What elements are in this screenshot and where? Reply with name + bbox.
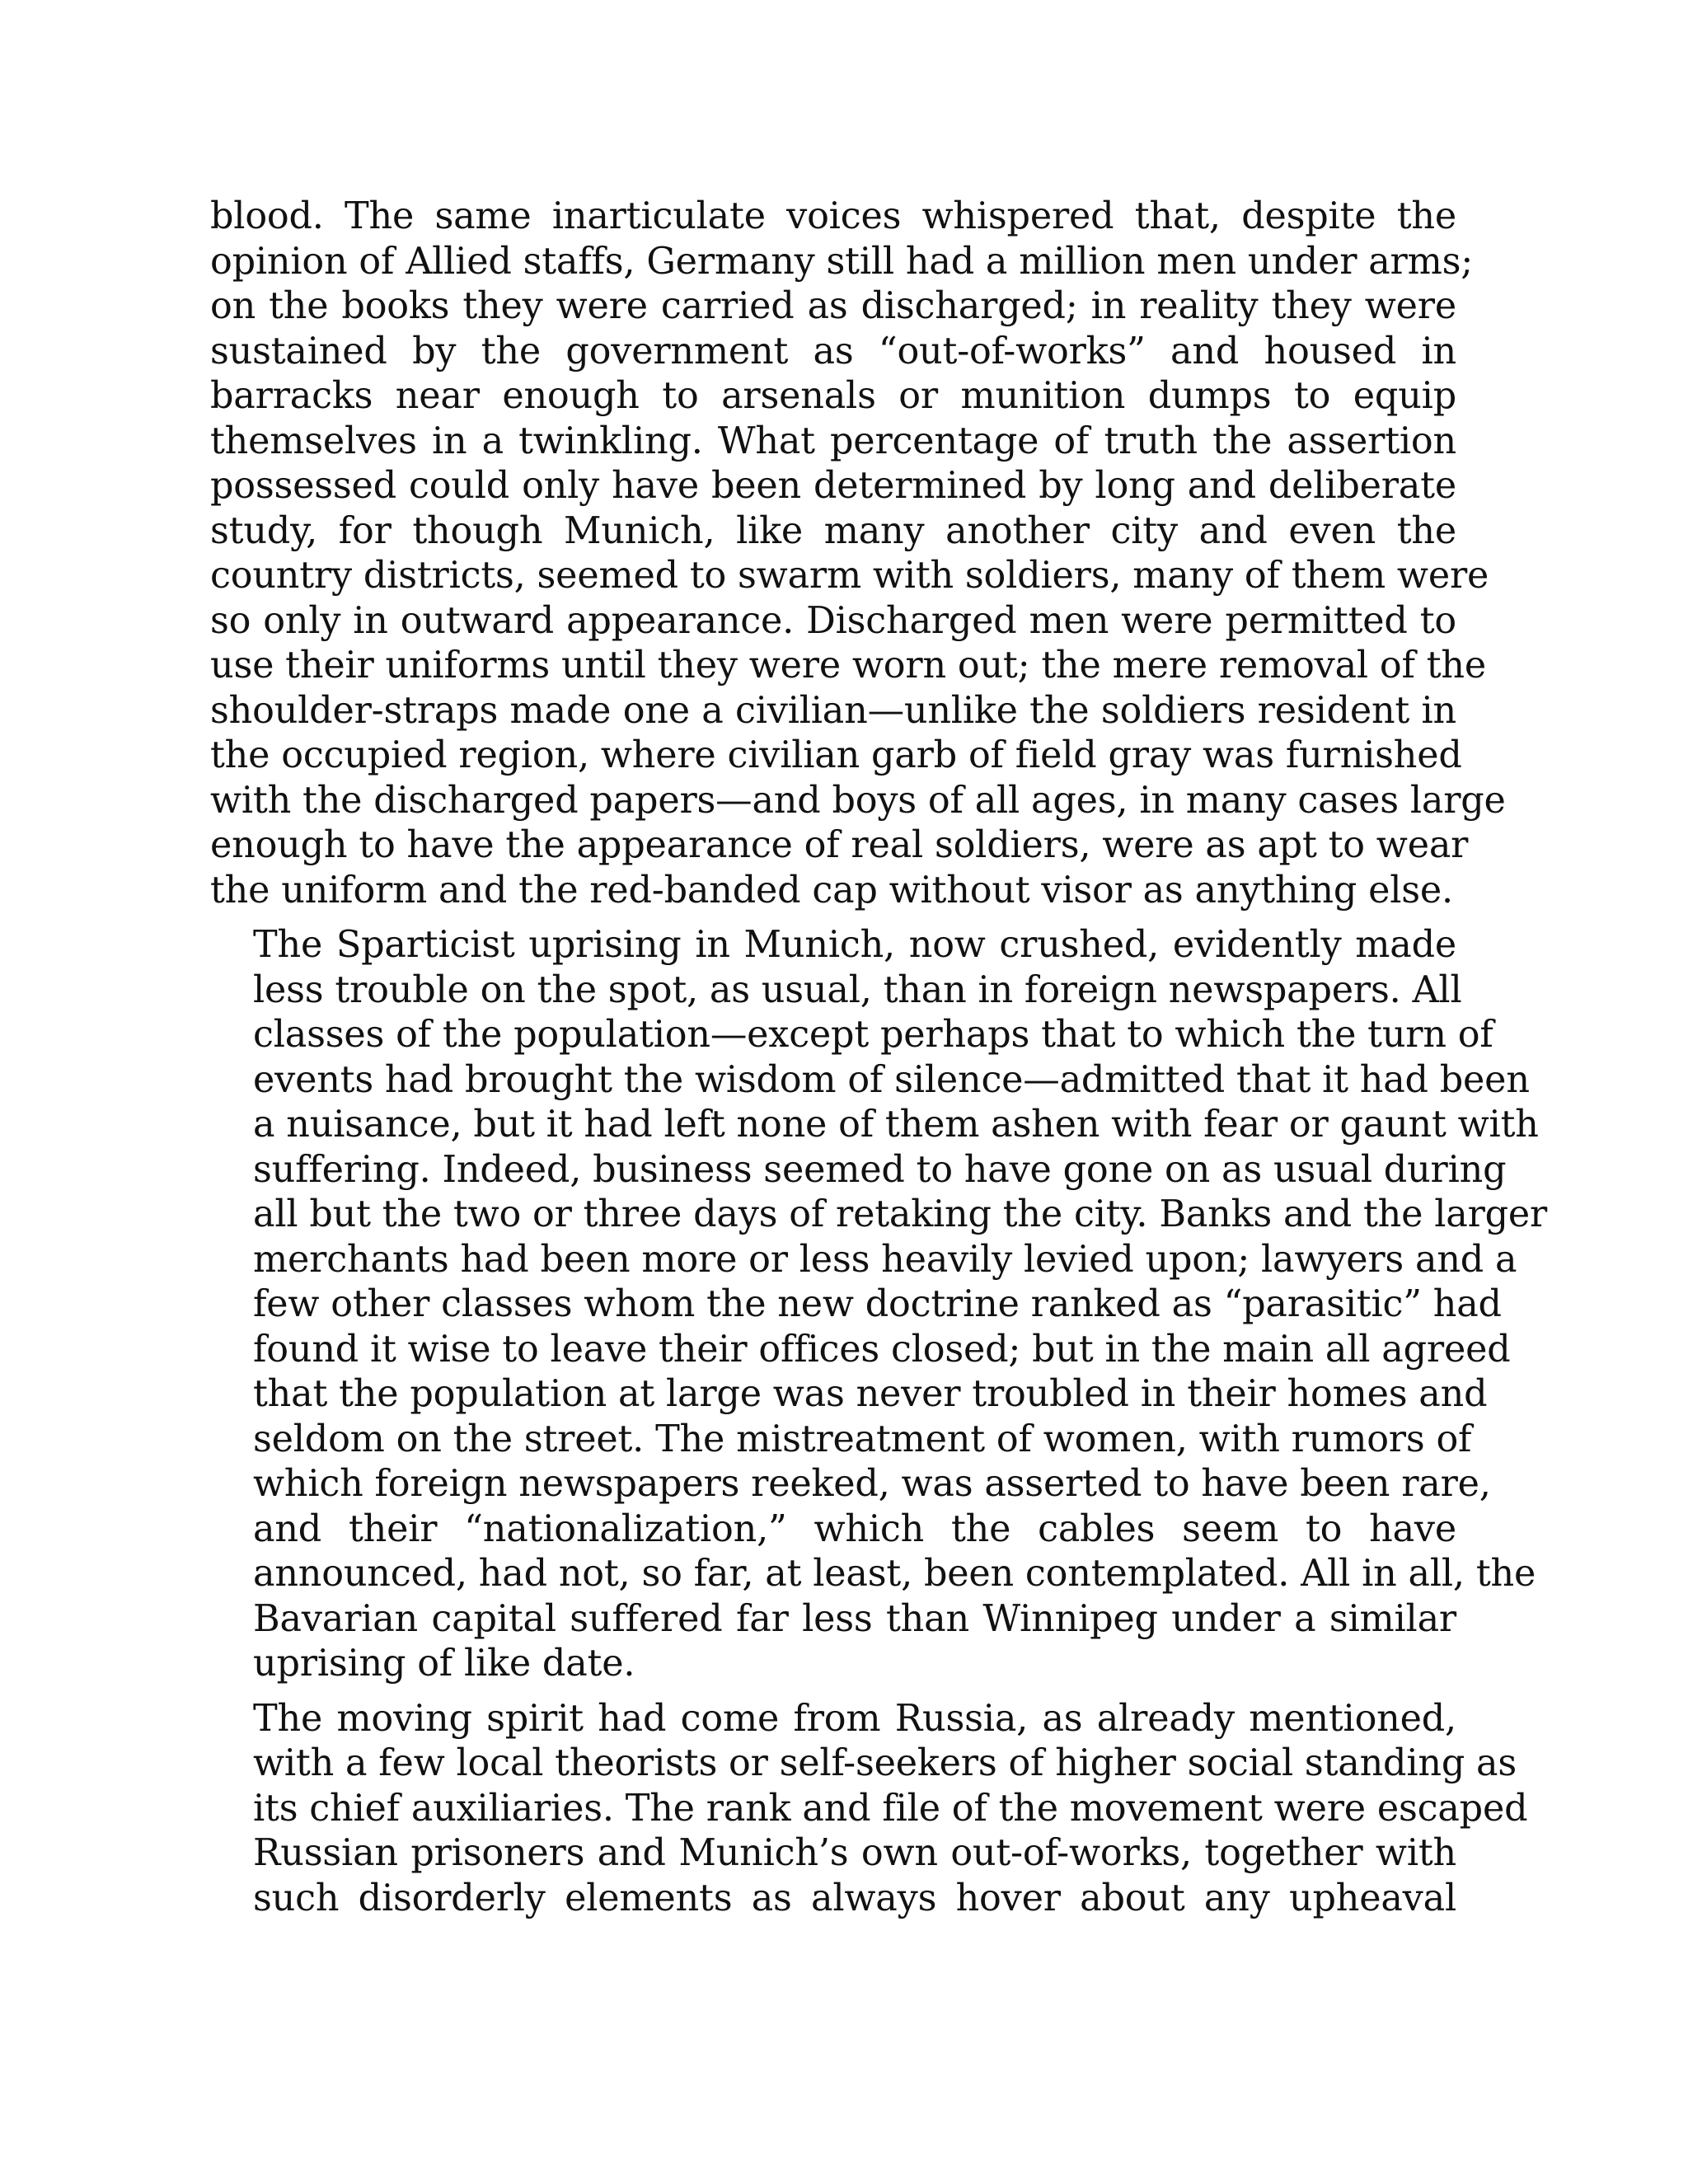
text-line: seldom on the street. The mistreatment of women, with rumors of: [253, 1418, 1472, 1460]
paragraph-1: [210, 194, 1506, 913]
text-line: sustained by the government as “out-of-works” and housed in: [210, 330, 1456, 373]
paragraph-2: [210, 923, 1548, 1687]
text-line: enough to have the appearance of real soldiers, were as apt to wear: [210, 824, 1469, 866]
text-line: country districts, seemed to swarm with soldiers, many of them were: [210, 555, 1489, 597]
text-line: blood. The same inarticulate voices whispered that, despite the: [210, 195, 1456, 237]
text-line: found it wise to leave their offices closed; but in the main all agreed: [253, 1328, 1511, 1371]
text-line: Russian prisoners and Munich’s own out-of-works, together with: [253, 1832, 1456, 1874]
text-line: uprising of like date.: [253, 1643, 635, 1685]
text-line: with the discharged papers—and boys of all ages, in many cases large: [210, 779, 1506, 822]
text-line: shoulder-straps made one a civilian—unlike the soldiers resident in: [210, 689, 1456, 732]
text-line: Bavarian capital suffered far less than Winnipeg under a similar: [253, 1597, 1456, 1640]
text-line: which foreign newspapers reeked, was asserted to have been rare,: [253, 1463, 1491, 1505]
text-line: few other classes whom the new doctrine ranked as “parasitic” had: [253, 1283, 1502, 1325]
text-line: barracks near enough to arsenals or munition dumps to equip: [210, 375, 1456, 417]
text-line: a nuisance, but it had left none of them ashen with fear or gaunt with: [253, 1104, 1539, 1146]
text-line: the uniform and the red-banded cap without visor as anything else.: [210, 869, 1453, 912]
text-line: events had brought the wisdom of silence—admitted that it had been: [253, 1058, 1530, 1101]
text-line: classes of the population—except perhaps that to which the turn of: [253, 1014, 1493, 1056]
text-line: merchants had been more or less heavily levied upon; lawyers and a: [253, 1238, 1517, 1281]
text-line: suffering. Indeed, business seemed to have gone on as usual during: [253, 1148, 1507, 1191]
text-line: on the books they were carried as discharged; in reality they were: [210, 285, 1456, 327]
text-line: opinion of Allied staffs, Germany still had a million men under arms;: [210, 240, 1474, 283]
text-line: with a few local theorists or self-seekers of higher social standing as: [253, 1742, 1517, 1784]
text-line: its chief auxiliaries. The rank and file of the movement were escaped: [253, 1787, 1528, 1830]
text-line: themselves in a twinkling. What percentage of truth the assertion: [210, 419, 1456, 462]
text-line: the occupied region, where civilian garb of field gray was furnished: [210, 734, 1462, 776]
text-line: possessed could only have been determined by long and deliberate: [210, 465, 1456, 507]
text-line: all but the two or three days of retaking the city. Banks and the larger: [253, 1193, 1548, 1235]
text-line: The moving spirit had come from Russia, as already mentioned,: [253, 1697, 1456, 1740]
text-line: The Sparticist uprising in Munich, now crushed, evidently made: [253, 924, 1456, 966]
text-line: and their “nationalization,” which the cables seem to have: [253, 1507, 1456, 1550]
text-line: study, for though Munich, like many another city and even the: [210, 509, 1456, 552]
document-page: [210, 194, 1548, 1921]
text-line: less trouble on the spot, as usual, than in foreign newspapers. All: [253, 968, 1462, 1011]
text-line: that the population at large was never troubled in their homes and: [253, 1373, 1488, 1415]
text-line: such disorderly elements as always hover about any upheaval: [253, 1877, 1456, 1919]
text-line: use their uniforms until they were worn out; the mere removal of the: [210, 644, 1486, 687]
text-line: so only in outward appearance. Discharged men were permitted to: [210, 599, 1456, 642]
paragraph-3: [210, 1697, 1528, 1922]
text-line: announced, had not, so far, at least, been contemplated. All in all, the: [253, 1553, 1536, 1595]
